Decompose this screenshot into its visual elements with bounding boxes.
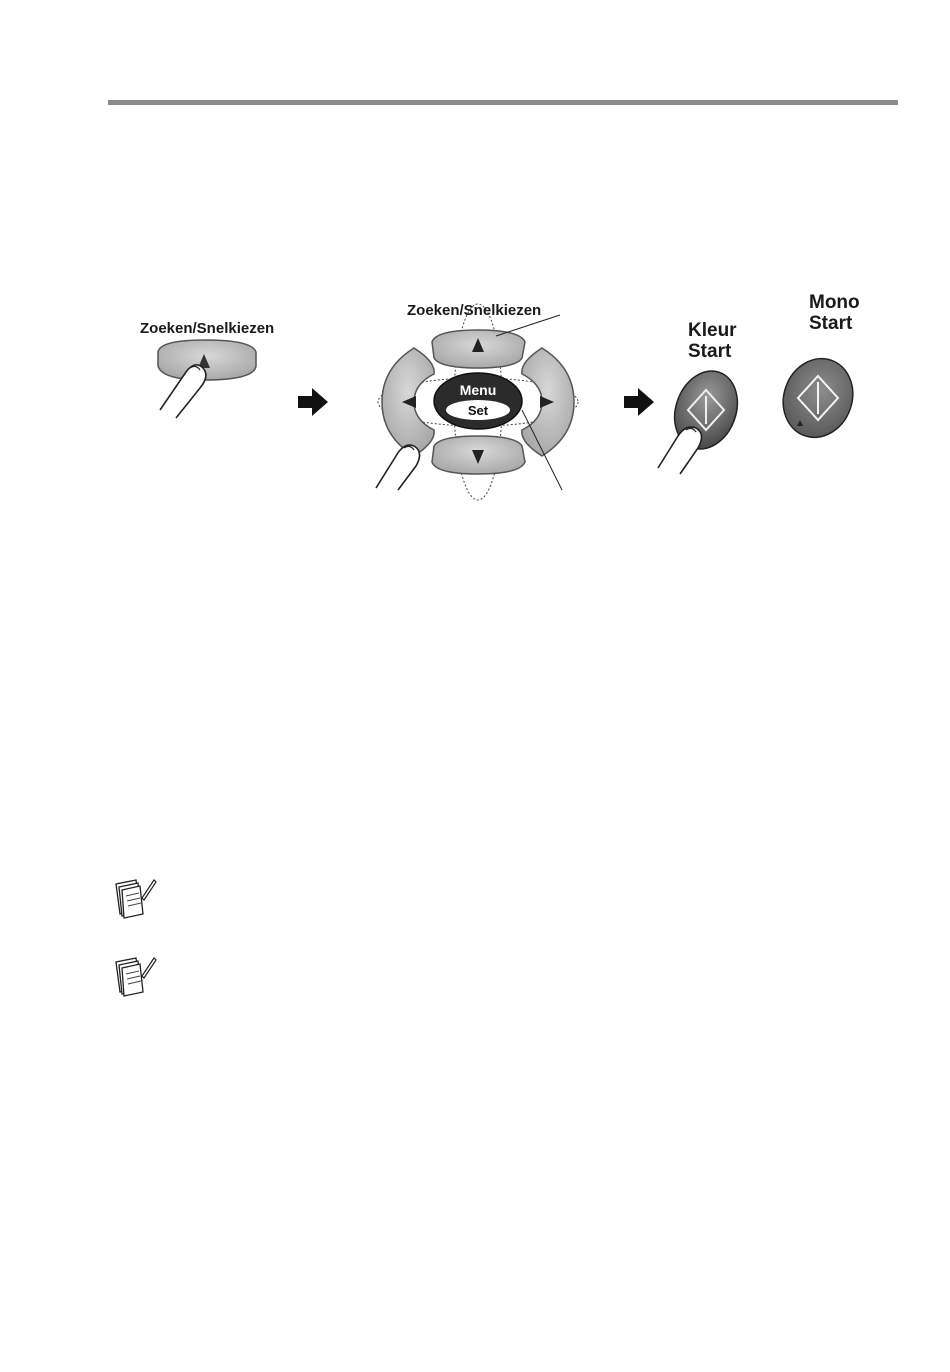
- search-speed-dial-label-step2: Zoeken/Snelkiezen: [407, 302, 542, 319]
- nav-left-button[interactable]: [382, 348, 434, 456]
- note-pad-pencil-icon: [110, 876, 158, 920]
- callout-line-top: [496, 315, 560, 336]
- color-start-label-line1: Kleur: [688, 320, 737, 341]
- right-arrow-icon: [298, 388, 328, 416]
- note-pad-pencil-icon: [110, 954, 158, 998]
- mono-start-label-line2: Start: [809, 313, 853, 334]
- nav-up-button[interactable]: [432, 330, 525, 368]
- color-start-label-line2: Start: [688, 341, 732, 362]
- finger-icon: [376, 445, 420, 490]
- nav-down-button[interactable]: [432, 436, 525, 474]
- step1-search-button[interactable]: [158, 340, 256, 380]
- finger-icon: [658, 427, 702, 474]
- nav-right-button[interactable]: [522, 348, 574, 456]
- menu-set-button[interactable]: [434, 373, 522, 429]
- right-arrow-icon: [624, 388, 654, 416]
- search-speed-dial-label-step1: Zoeken/Snelkiezen: [140, 320, 275, 337]
- set-text: Set: [467, 403, 489, 418]
- menu-text: Menu: [459, 382, 497, 398]
- mono-start-label-line1: Mono: [809, 292, 860, 313]
- mono-start-button[interactable]: [772, 349, 863, 447]
